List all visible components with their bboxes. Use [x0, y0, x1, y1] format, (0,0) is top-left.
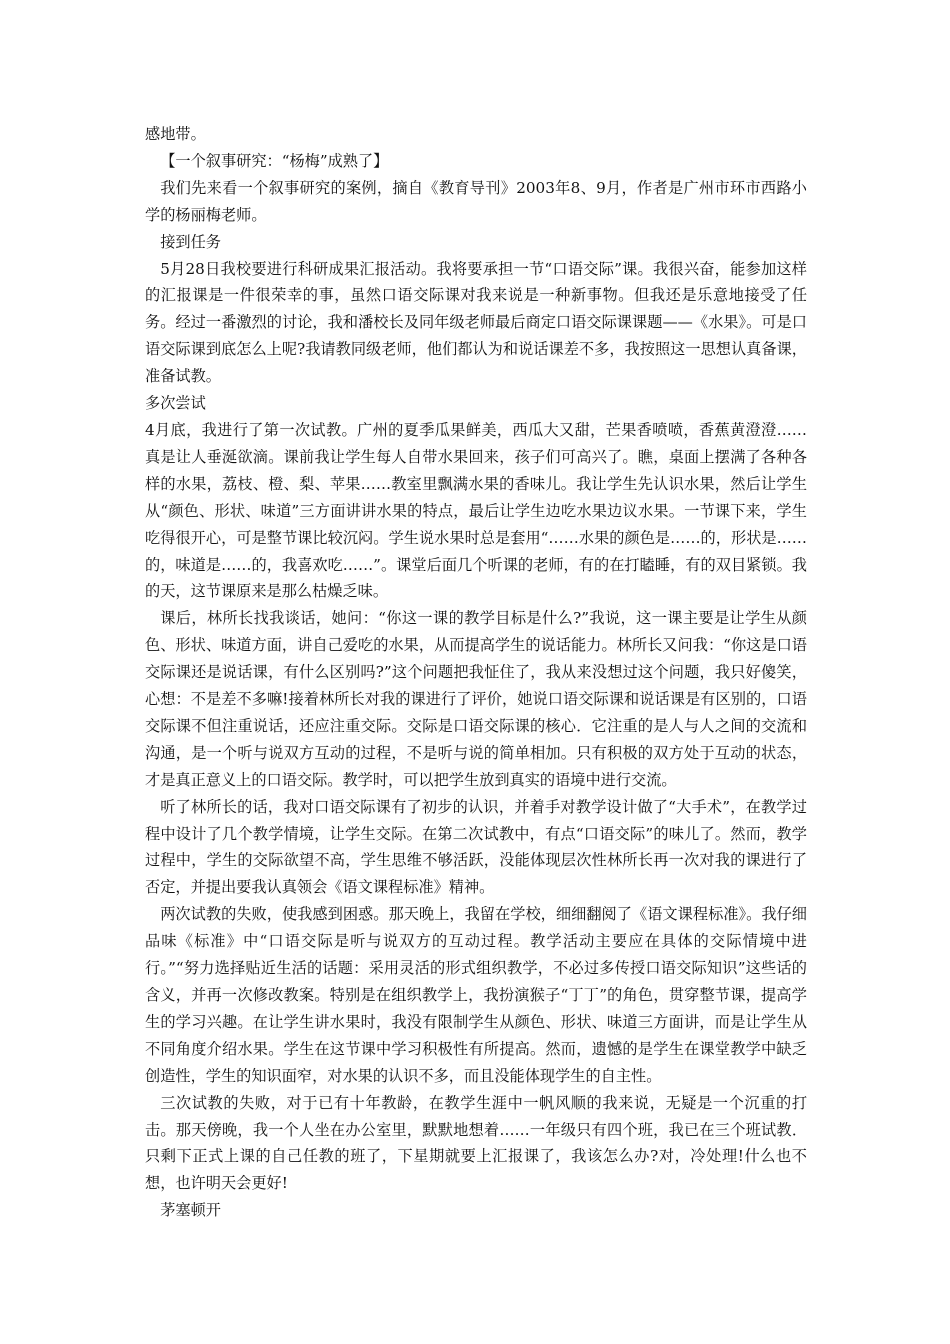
paragraph-task: 5月28日我校要进行科研成果汇报活动。我将要承担一节“口语交际”课。我很兴奋，能参加这样的汇报课是一件很荣幸的事，虽然口语交际课对我来说是一种新事物。但我还是乐意地接受了任务。经过一番激烈的讨论，我和潘校长及同年级老师最后商定口语交际课课题——《水果》。可是口语交际课到底怎么上呢?我请教同级老师，他们都认为和说话课差不多，我按照这一思想认真备课，准备试教。 — [145, 259, 807, 386]
document-body — [145, 121, 807, 1224]
section-heading-narrative-research: 【一个叙事研究：“杨梅”成熟了】 — [160, 151, 389, 170]
paragraph-second-trial: 听了林所长的话，我对口语交际课有了初步的认识，并着手对教学设计做了“大手术”，在教学过程中设计了几个教学情境，让学生交际。在第二次试教中，有点“口语交际”的味儿了。然而，教学过程中，学生的交际欲望不高，学生思维不够活跃，没能体现层次性林所长再一次对我的课进行了否定，并提出要我认真领会《语文课程标准》精神。 — [145, 797, 807, 897]
paragraph-third-trial: 两次试教的失败，使我感到困惑。那天晚上，我留在学校，细细翻阅了《语文课程标准》。我仔细品味《标准》中“口语交际是听与说双方的互动过程。教学活动主要应在具体的交际情境中进行。”“努力选择贴近生活的话题：采用灵活的形式组织教学，不必过多传授口语交际知识”这些话的含义，并再一次修改教案。特别是在组织教学上，我扮演猴子“丁丁”的角色，贯穿整节课，提高学生的学习兴趣。在让学生讲水果时，我没有限制学生从颜色、形状、味道三方面讲，而是让学生从不同角度介绍水果。学生在这节课中学习积极性有所提高。然而，遗憾的是学生在课堂教学中缺乏创造性，学生的知识面窄，对水果的认识不多，而且没能体现学生的自主性。 — [145, 905, 807, 1085]
subheading-sudden-insight: 茅塞顿开 — [160, 1201, 221, 1220]
subheading-multiple-attempts: 多次尝试 — [145, 394, 206, 413]
paragraph-continuation: 感地带。 — [145, 125, 206, 143]
paragraph-first-trial: 4月底，我进行了第一次试教。广州的夏季瓜果鲜美，西瓜大又甜，芒果香喷喷，香蕉黄澄澄……真是让人垂涎欲滴。课前我让学生每人自带水果回来，孩子们可高兴了。瞧，桌面上摆满了各种各样的水果，荔枝、橙、梨、苹果……教室里飘满水果的香味儿。我让学生先认识水果，然后让学生从“颜色、形状、味道”三方面讲讲水果的特点，最后让学生边吃水果边议水果。一节课下来，学生吃得很开心，可是整节课比较沉闷。学生说水果时总是套用“……水果的颜色是……的，形状是……的，味道是……的，我喜欢吃……”。课堂后面几个听课的老师，有的在打瞌睡，有的双目紧锁。我的天，这节课原来是那么枯燥乏味。 — [145, 420, 807, 601]
paragraph-case-intro: 我们先来看一个叙事研究的案例，摘自《教育导刊》2003年8、9月，作者是广州市环市西路小学的杨丽梅老师。 — [145, 178, 807, 224]
paragraph-director-talk: 课后，林所长找我谈话，她问：“你这一课的教学目标是什么?”我说，这一课主要是让学生从颜色、形状、味道方面，讲自己爱吃的水果，从而提高学生的说话能力。林所长又问我：“你这是口语交际课还是说话课，有什么区别吗?”这个问题把我怔住了，我从来没想过这个问题，我只好傻笑，心想：不是差不多嘛!接着林所长对我的课进行了评价，她说口语交际课和说话课是有区别的，口语交际课不但注重说话，还应注重交际。交际是口语交际课的核心．它注重的是人与人之间的交流和沟通，是一个听与说双方互动的过程，不是听与说的简单相加。只有积极的双方处于互动的状态，才是真正意义上的口语交际。教学时，可以把学生放到真实的语境中进行交流。 — [145, 609, 807, 789]
paragraph-reflection: 三次试教的失败，对于已有十年教龄，在教学生涯中一帆风顺的我来说，无疑是一个沉重的打击。那天傍晚，我一个人坐在办公室里，默默地想着……一年级只有四个班，我已在三个班试教．只剩下正式上课的自己任教的班了，下星期就要上汇报课了，我该怎么办?对，冷处理!什么也不想，也许明天会更好! — [145, 1093, 807, 1193]
subheading-receive-task: 接到任务 — [160, 232, 221, 251]
